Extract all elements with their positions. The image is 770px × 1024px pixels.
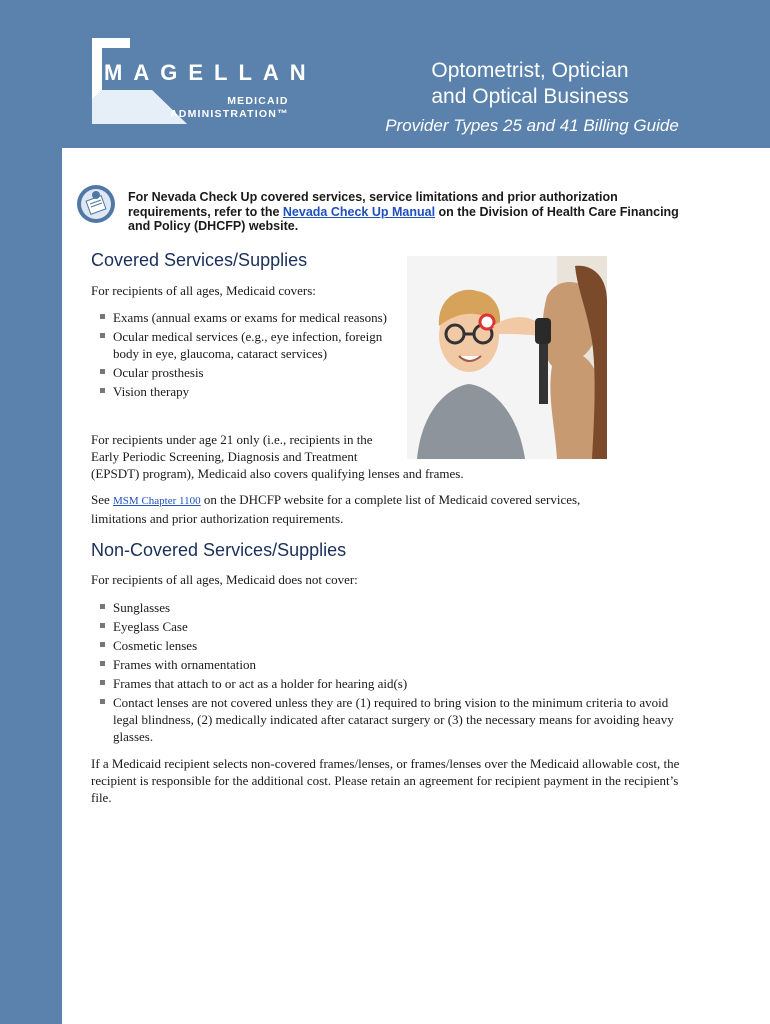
left-margin-band — [0, 148, 62, 1024]
non-covered-list — [91, 599, 681, 747]
title-line-1: Optometrist, Optician — [431, 59, 629, 82]
closing-paragraph: If a Medicaid recipient selects non-covered frames/lenses, or frames/lenses over the Medicaid allowable cost, the recipient is responsible for the additional cost. Please retain an agreement for recipient payment in the recipient’s file. — [91, 756, 680, 805]
covered-intro: For recipients of all ages, Medicaid covers: — [91, 283, 316, 298]
notice-text-end: on the Division of Health Care Financing and Policy (DHCFP) website. — [128, 204, 679, 233]
under-21-line-3: (EPSDT) program), Medicaid also covers qualifying lenses and frames. — [91, 466, 464, 481]
logo-sub-line-2: ADMINISTRATION™ — [170, 108, 289, 120]
non-covered-heading: Non-Covered Services/Supplies — [91, 540, 347, 560]
nevada-check-up-notice — [128, 190, 688, 234]
list-item: Ocular prosthesis — [91, 364, 391, 381]
nevada-check-up-manual-link[interactable]: Nevada Check Up Manual — [282, 204, 436, 219]
list-item: Frames that attach to or act as a holder for hearing aid(s) — [91, 675, 681, 692]
document-info-icon — [76, 184, 116, 224]
list-item: Eyeglass Case — [91, 618, 681, 635]
title-line-2: and Optical Business — [431, 85, 629, 108]
list-item: Frames with ornamentation — [91, 656, 681, 673]
eye-exam-photo — [407, 256, 607, 459]
document-subtitle: Provider Types 25 and 41 Billing Guide — [385, 116, 679, 135]
under-21-paragraph — [91, 431, 651, 482]
logo-wordmark: MAGELLAN — [104, 60, 317, 85]
non-covered-intro: For recipients of all ages, Medicaid does not cover: — [91, 572, 358, 587]
under-21-line-1: For recipients under age 21 only (i.e., recipients in the — [91, 432, 373, 447]
list-item: Sunglasses — [91, 599, 681, 616]
logo-sub-line-1: MEDICAID — [227, 95, 289, 107]
see-text-end: on the DHCFP website for a complete list of Medicaid covered services, limitations and prior authorization requirements. — [91, 492, 581, 526]
covered-heading: Covered Services/Supplies — [91, 250, 308, 270]
logo-subtitle — [170, 95, 289, 121]
msm-chapter-1100-link[interactable]: MSM Chapter 1100 — [113, 495, 201, 507]
list-item: Vision therapy — [91, 383, 391, 400]
list-item: Ocular medical services (e.g., eye infection, foreign body in eye, glaucoma, cataract services) — [91, 328, 391, 362]
list-item: Exams (annual exams or exams for medical reasons) — [91, 309, 391, 326]
see-text: See — [91, 492, 114, 507]
covered-list — [91, 309, 391, 402]
under-21-line-2: Early Periodic Screening, Diagnosis and Treatment — [91, 449, 358, 464]
notice-text: For Nevada Check Up covered services, service limitations and prior authorization requirements, refer to the — [128, 190, 618, 219]
see-chapter-paragraph — [91, 491, 631, 527]
document-title — [380, 58, 680, 110]
list-item: Contact lenses are not covered unless they are (1) required to bring vision to the minimum criteria to avoid legal blindness, (2) medically indicated after cataract surgery or (3) the necessary means for avoiding heavy glasses. — [91, 694, 681, 745]
list-item: Cosmetic lenses — [91, 637, 681, 654]
